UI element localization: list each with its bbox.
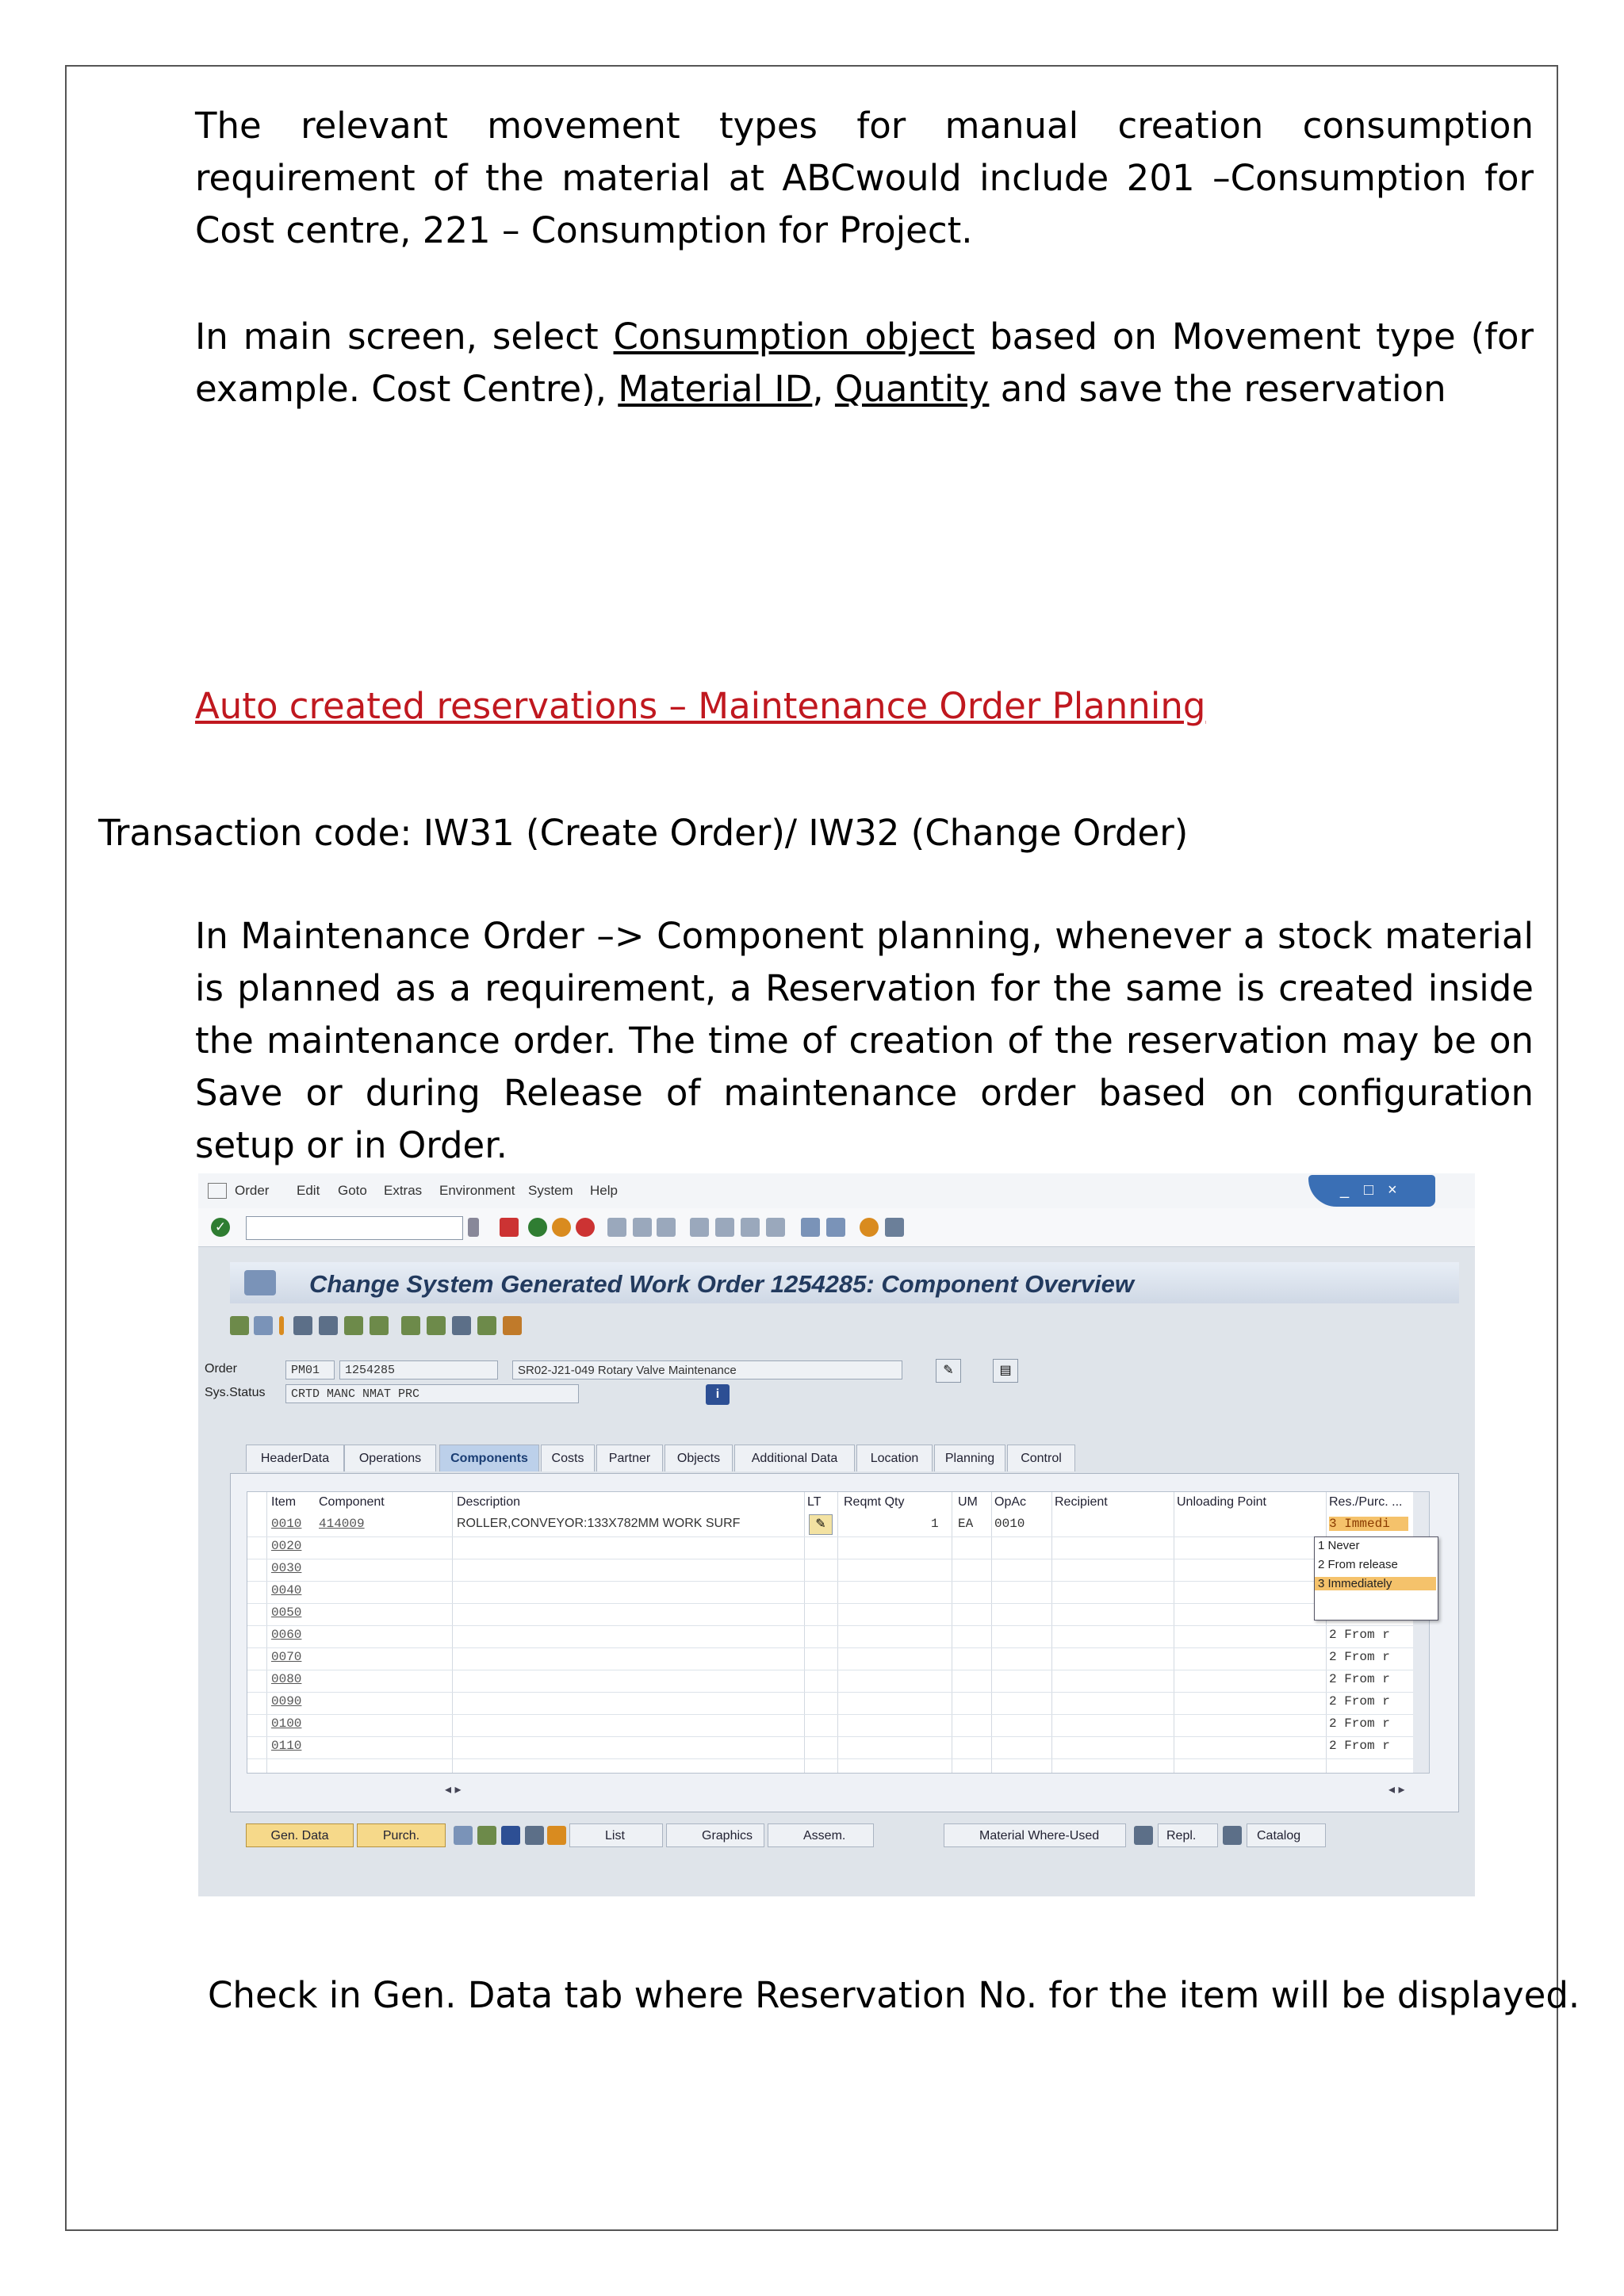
catalog-button[interactable]: Catalog	[1247, 1823, 1326, 1847]
col-lt[interactable]: LT	[807, 1495, 822, 1509]
tab-objects[interactable]: Objects	[665, 1445, 733, 1471]
screen-title-bar	[230, 1262, 1459, 1303]
col-item[interactable]: Item	[271, 1495, 297, 1509]
row-qty[interactable]: 1	[931, 1517, 939, 1531]
row-res-purc-select[interactable]: 2 From r	[1329, 1739, 1390, 1753]
help-icon[interactable]	[860, 1218, 879, 1237]
row-description[interactable]: ROLLER,CONVEYOR:133X782MM WORK SURF	[457, 1517, 741, 1530]
expand-icon[interactable]	[401, 1316, 420, 1335]
menu-bar	[198, 1173, 1475, 1209]
table-horizontal-scroll-arrows[interactable]: ◂ ▸	[445, 1783, 462, 1797]
edit-icon[interactable]	[477, 1316, 496, 1335]
table-vertical-scrollbar[interactable]	[1413, 1492, 1429, 1773]
row-item-no[interactable]: 0030	[271, 1561, 302, 1575]
new-session-icon[interactable]	[801, 1218, 820, 1237]
tab-costs[interactable]: Costs	[541, 1445, 595, 1471]
tab-location[interactable]: Location	[856, 1445, 933, 1471]
list-button[interactable]: List	[569, 1823, 663, 1847]
order-type-field[interactable]: PM01	[285, 1360, 335, 1380]
p2-sep: ,	[812, 368, 835, 410]
table-row[interactable]	[247, 1647, 1429, 1670]
enter-check-icon[interactable]: ✓	[211, 1218, 230, 1237]
p2-start: In main screen, select	[195, 316, 614, 358]
row-component[interactable]: 414009	[319, 1517, 365, 1531]
tab-partner[interactable]: Partner	[596, 1445, 663, 1471]
row-item-no[interactable]: 0100	[271, 1716, 302, 1731]
reservation-dropdown[interactable]	[1314, 1536, 1438, 1621]
print-icon[interactable]	[607, 1218, 626, 1237]
cancel-icon[interactable]	[576, 1218, 595, 1237]
p2-end: and save the reservation	[989, 368, 1446, 410]
first-page-icon[interactable]	[690, 1218, 709, 1237]
maximize-icon[interactable]: □	[1364, 1181, 1374, 1199]
status-info-icon[interactable]: i	[706, 1384, 730, 1405]
row-item-no[interactable]: 0070	[271, 1650, 302, 1664]
table-row[interactable]	[247, 1536, 1429, 1559]
tab-operations[interactable]: Operations	[344, 1445, 436, 1471]
link-material-id[interactable]: Material ID	[618, 368, 813, 410]
tab-planning[interactable]: Planning	[934, 1445, 1005, 1471]
col-res-purc[interactable]: Res./Purc. ...	[1329, 1495, 1403, 1509]
paragraph-movement-types: The relevant movement types for manual creation consumption requirement of the material at ABCwould include 201 –Consumption for Cost centre, 221 – Consumption for Project.	[195, 105, 1534, 251]
col-opac[interactable]: OpAc	[994, 1495, 1027, 1509]
structure-icon[interactable]	[477, 1826, 496, 1845]
dropdown-arrow-icon[interactable]	[468, 1218, 479, 1237]
menu-order[interactable]: Order	[235, 1183, 270, 1198]
window-controls	[1308, 1175, 1435, 1207]
col-component[interactable]: Component	[319, 1495, 385, 1509]
document-icon[interactable]	[503, 1316, 522, 1335]
order-description-field[interactable]: SR02-J21-049 Rotary Valve Maintenance	[512, 1360, 902, 1380]
menu-help[interactable]: Help	[590, 1183, 618, 1198]
table-row[interactable]	[247, 1625, 1429, 1648]
table-row[interactable]	[247, 1692, 1429, 1715]
col-um[interactable]: UM	[958, 1495, 978, 1509]
menu-extras[interactable]: Extras	[384, 1183, 423, 1198]
tab-headerdata[interactable]: HeaderData	[246, 1445, 344, 1471]
object-list-icon[interactable]: ▤	[993, 1359, 1018, 1383]
find-next-icon[interactable]	[657, 1218, 676, 1237]
row-res-purc-select[interactable]: 2 From r	[1329, 1672, 1390, 1686]
col-reqmt-qty[interactable]: Reqmt Qty	[844, 1495, 905, 1509]
dropdown-option-never[interactable]: 1 Never	[1318, 1539, 1360, 1552]
status-label: Sys.Status	[205, 1386, 266, 1399]
table-row[interactable]	[247, 1514, 1429, 1537]
row-item-no[interactable]: 0060	[271, 1628, 302, 1642]
minimize-icon[interactable]: _	[1340, 1181, 1350, 1199]
graphics-button[interactable]: Graphics	[666, 1823, 764, 1847]
paragraph-gen-data: Check in Gen. Data tab where Reservation No. for the item will be displayed.	[208, 1974, 1580, 2016]
order-number-field[interactable]: 1254285	[339, 1360, 498, 1380]
tab-control[interactable]: Control	[1007, 1445, 1075, 1471]
sap-screenshot	[198, 1173, 1475, 1896]
row-res-purc-select[interactable]: 2 From r	[1329, 1716, 1390, 1731]
item-category-edit-icon[interactable]: ✎	[809, 1514, 833, 1535]
export-icon[interactable]	[452, 1316, 471, 1335]
bom-icon[interactable]	[547, 1826, 566, 1845]
exit-icon[interactable]	[552, 1218, 571, 1237]
table-row[interactable]	[247, 1714, 1429, 1737]
row-res-purc-select[interactable]: 2 From r	[1329, 1694, 1390, 1709]
table-row[interactable]	[247, 1736, 1429, 1759]
system-status-field: CRTD MANC NMAT PRC	[285, 1384, 579, 1403]
warning-icon[interactable]	[279, 1316, 284, 1335]
menu-system[interactable]: System	[528, 1183, 573, 1198]
long-text-edit-icon[interactable]: ✎	[936, 1359, 961, 1383]
menu-environment[interactable]: Environment	[439, 1183, 515, 1198]
p2-mid: based on Movement type (for example. Cost Centre),	[195, 316, 1534, 410]
filter-icon[interactable]	[370, 1316, 389, 1335]
next-page-icon[interactable]	[741, 1218, 760, 1237]
command-field[interactable]	[246, 1216, 463, 1240]
table-row[interactable]	[247, 1603, 1429, 1626]
back-icon[interactable]	[528, 1218, 547, 1237]
row-um[interactable]: EA	[958, 1517, 974, 1531]
flag-icon[interactable]	[230, 1316, 249, 1335]
collapse-icon[interactable]	[427, 1316, 446, 1335]
menu-goto[interactable]: Goto	[338, 1183, 367, 1198]
paragraph-component-planning: In Maintenance Order –> Component planning, whenever a stock material is planned as a requirement, a Reservation for the same is created inside the maintenance order. The time of creation of the reservation may be on Save or during Release of maintenance order based on configuration setup or in Order.	[195, 915, 1534, 1166]
catalog-icon[interactable]	[1223, 1826, 1242, 1845]
col-description[interactable]: Description	[457, 1495, 521, 1509]
row-item-no[interactable]: 0090	[271, 1694, 302, 1709]
info-icon[interactable]	[501, 1826, 520, 1845]
assem-button[interactable]: Assem.	[768, 1823, 874, 1847]
window-menu-icon[interactable]	[208, 1183, 227, 1199]
table-row[interactable]	[247, 1581, 1429, 1604]
components-panel	[230, 1473, 1459, 1812]
col-recipient[interactable]: Recipient	[1055, 1495, 1108, 1509]
layout-menu-icon[interactable]	[885, 1218, 904, 1237]
link-consumption-object[interactable]: Consumption object	[613, 316, 975, 358]
close-icon[interactable]: ×	[1388, 1181, 1397, 1199]
replace-icon[interactable]	[1134, 1826, 1153, 1845]
row-res-purc-select[interactable]: 3 Immedi	[1329, 1517, 1408, 1531]
transaction-icon	[244, 1270, 276, 1295]
row-item-no[interactable]: 0040	[271, 1583, 302, 1598]
screen-title: Change System Generated Work Order 1254285: Component Overview	[309, 1270, 1135, 1298]
material-where-used-button[interactable]: Material Where-Used	[944, 1823, 1126, 1847]
tab-components[interactable]: Components	[439, 1445, 539, 1471]
application-toolbar	[230, 1311, 626, 1340]
gen-data-button[interactable]: Gen. Data	[246, 1823, 354, 1847]
components-table	[247, 1491, 1430, 1774]
row-item-no[interactable]: 0050	[271, 1605, 302, 1620]
section-heading[interactable]: Auto created reservations – Maintenance Order Planning	[195, 685, 1206, 727]
row-res-purc-select[interactable]: 2 From r	[1329, 1650, 1390, 1664]
menu-edit[interactable]: Edit	[297, 1183, 320, 1198]
settings-icon[interactable]	[254, 1316, 273, 1335]
table-row[interactable]	[247, 1670, 1429, 1693]
previous-page-icon[interactable]	[715, 1218, 734, 1237]
col-unloading-point[interactable]: Unloading Point	[1177, 1495, 1266, 1509]
last-page-icon[interactable]	[766, 1218, 785, 1237]
dropdown-option-from-release[interactable]: 2 From release	[1318, 1558, 1398, 1571]
order-label: Order	[205, 1362, 237, 1376]
row-res-purc-select[interactable]: 2 From r	[1329, 1628, 1390, 1642]
availability-icon[interactable]	[525, 1826, 544, 1845]
row-item-no[interactable]: 0020	[271, 1539, 302, 1553]
table-icon[interactable]	[293, 1316, 312, 1335]
repl-button[interactable]: Repl.	[1158, 1823, 1218, 1847]
shortcut-icon[interactable]	[826, 1218, 845, 1237]
dropdown-option-immediately[interactable]: 3 Immediately	[1315, 1577, 1436, 1590]
row-item-no[interactable]: 0110	[271, 1739, 302, 1753]
save-icon[interactable]	[500, 1218, 519, 1237]
row-item-no[interactable]: 0080	[271, 1672, 302, 1686]
sort-icon[interactable]	[344, 1316, 363, 1335]
link-quantity[interactable]: Quantity	[834, 368, 990, 410]
item-list-icon[interactable]	[454, 1826, 473, 1845]
paragraph-main-screen	[195, 311, 1534, 415]
row-item-no[interactable]: 0010	[271, 1517, 302, 1531]
table-row[interactable]	[247, 1559, 1429, 1582]
row-opac[interactable]: 0010	[994, 1517, 1025, 1531]
purch-button[interactable]: Purch.	[357, 1823, 446, 1847]
list-icon[interactable]	[319, 1316, 338, 1335]
table-right-scroll-arrows[interactable]: ◂ ▸	[1388, 1783, 1405, 1797]
find-icon[interactable]	[633, 1218, 652, 1237]
tab-additional-data[interactable]: Additional Data	[734, 1445, 855, 1471]
standard-toolbar	[198, 1208, 1475, 1247]
transaction-code-line: Transaction code: IW31 (Create Order)/ IW32 (Change Order)	[98, 812, 1189, 854]
